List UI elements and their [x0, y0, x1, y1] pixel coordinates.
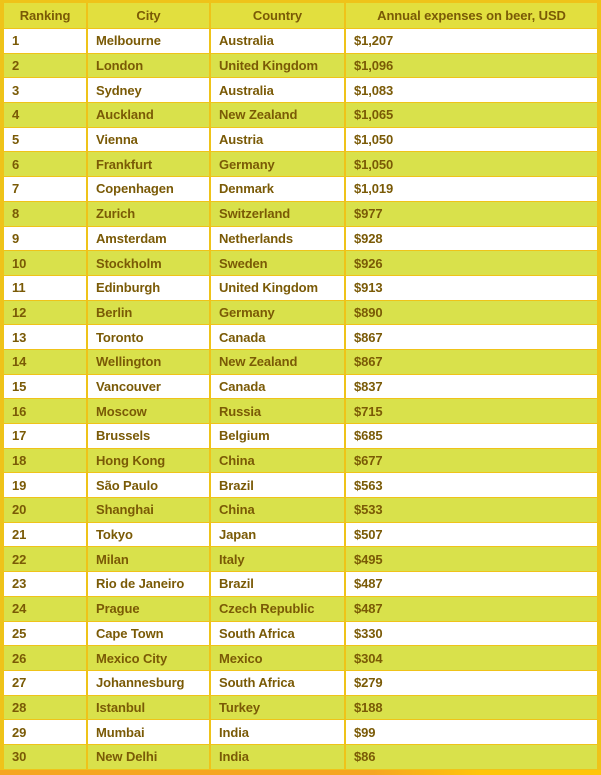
table-row — [3, 349, 598, 374]
cell-city: Zurich — [87, 201, 210, 226]
cell-city: Mexico City — [87, 646, 210, 671]
cell-city: Berlin — [87, 300, 210, 325]
cell-country: Japan — [210, 522, 345, 547]
cell-city: Cape Town — [87, 621, 210, 646]
cell-expenses: $279 — [345, 670, 598, 695]
cell-country: Brazil — [210, 572, 345, 597]
cell-city: Shanghai — [87, 498, 210, 523]
cell-city: New Delhi — [87, 744, 210, 769]
table-row — [3, 572, 598, 597]
cell-country: Mexico — [210, 646, 345, 671]
cell-expenses: $495 — [345, 547, 598, 572]
cell-country: Canada — [210, 325, 345, 350]
cell-ranking: 25 — [3, 621, 87, 646]
cell-ranking: 5 — [3, 127, 87, 152]
cell-country: South Africa — [210, 670, 345, 695]
cell-ranking: 26 — [3, 646, 87, 671]
cell-expenses: $685 — [345, 424, 598, 449]
cell-country: Turkey — [210, 695, 345, 720]
cell-expenses: $867 — [345, 349, 598, 374]
cell-ranking: 15 — [3, 374, 87, 399]
cell-expenses: $507 — [345, 522, 598, 547]
cell-city: Sydney — [87, 78, 210, 103]
cell-ranking: 28 — [3, 695, 87, 720]
cell-expenses: $86 — [345, 744, 598, 769]
cell-city: Milan — [87, 547, 210, 572]
column-header-country: Country — [210, 3, 345, 29]
cell-expenses: $533 — [345, 498, 598, 523]
column-header-expenses: Annual expenses on beer, USD — [345, 3, 598, 29]
cell-ranking: 27 — [3, 670, 87, 695]
table-row — [3, 201, 598, 226]
cell-country: Germany — [210, 152, 345, 177]
cell-country: Australia — [210, 29, 345, 54]
table-row — [3, 325, 598, 350]
cell-country: United Kingdom — [210, 53, 345, 78]
table-row — [3, 177, 598, 202]
cell-ranking: 21 — [3, 522, 87, 547]
cell-country: Russia — [210, 399, 345, 424]
table-row — [3, 251, 598, 276]
cell-country: Brazil — [210, 473, 345, 498]
cell-city: Johannesburg — [87, 670, 210, 695]
cell-city: Moscow — [87, 399, 210, 424]
cell-city: Copenhagen — [87, 177, 210, 202]
table-row — [3, 473, 598, 498]
cell-ranking: 6 — [3, 152, 87, 177]
cell-expenses: $928 — [345, 226, 598, 251]
cell-ranking: 16 — [3, 399, 87, 424]
cell-city: Toronto — [87, 325, 210, 350]
cell-ranking: 13 — [3, 325, 87, 350]
cell-country: India — [210, 744, 345, 769]
cell-expenses: $1,050 — [345, 152, 598, 177]
cell-expenses: $977 — [345, 201, 598, 226]
cell-ranking: 17 — [3, 424, 87, 449]
table-row — [3, 78, 598, 103]
cell-expenses: $677 — [345, 448, 598, 473]
cell-ranking: 3 — [3, 78, 87, 103]
table-row — [3, 522, 598, 547]
cell-country: China — [210, 448, 345, 473]
table-row — [3, 695, 598, 720]
cell-expenses: $304 — [345, 646, 598, 671]
table-row — [3, 744, 598, 769]
cell-country: Australia — [210, 78, 345, 103]
cell-country: Switzerland — [210, 201, 345, 226]
cell-country: Sweden — [210, 251, 345, 276]
column-header-ranking: Ranking — [3, 3, 87, 29]
cell-city: Stockholm — [87, 251, 210, 276]
cell-expenses: $715 — [345, 399, 598, 424]
cell-city: Amsterdam — [87, 226, 210, 251]
table-row — [3, 53, 598, 78]
cell-city: Frankfurt — [87, 152, 210, 177]
column-header-city: City — [87, 3, 210, 29]
table-frame — [2, 2, 599, 770]
cell-expenses: $837 — [345, 374, 598, 399]
cell-ranking: 18 — [3, 448, 87, 473]
cell-country: United Kingdom — [210, 275, 345, 300]
cell-city: London — [87, 53, 210, 78]
cell-country: New Zealand — [210, 349, 345, 374]
cell-country: Italy — [210, 547, 345, 572]
table-row — [3, 547, 598, 572]
cell-city: Istanbul — [87, 695, 210, 720]
cell-expenses: $487 — [345, 572, 598, 597]
cell-expenses: $99 — [345, 720, 598, 745]
cell-ranking: 4 — [3, 103, 87, 128]
cell-city: Melbourne — [87, 29, 210, 54]
table-row — [3, 374, 598, 399]
table-row — [3, 448, 598, 473]
cell-expenses: $1,207 — [345, 29, 598, 54]
beer-expenses-table — [2, 2, 599, 770]
cell-country: Czech Republic — [210, 596, 345, 621]
cell-country: Germany — [210, 300, 345, 325]
table-row — [3, 621, 598, 646]
cell-ranking: 22 — [3, 547, 87, 572]
cell-expenses: $1,050 — [345, 127, 598, 152]
cell-ranking: 7 — [3, 177, 87, 202]
cell-city: Vienna — [87, 127, 210, 152]
cell-ranking: 30 — [3, 744, 87, 769]
cell-ranking: 1 — [3, 29, 87, 54]
cell-country: New Zealand — [210, 103, 345, 128]
cell-expenses: $1,019 — [345, 177, 598, 202]
cell-ranking: 11 — [3, 275, 87, 300]
table-row — [3, 670, 598, 695]
table-row — [3, 424, 598, 449]
table-row — [3, 127, 598, 152]
cell-city: Prague — [87, 596, 210, 621]
table-row — [3, 275, 598, 300]
cell-city: Rio de Janeiro — [87, 572, 210, 597]
cell-country: Austria — [210, 127, 345, 152]
cell-country: Denmark — [210, 177, 345, 202]
cell-ranking: 2 — [3, 53, 87, 78]
cell-expenses: $487 — [345, 596, 598, 621]
cell-ranking: 29 — [3, 720, 87, 745]
cell-country: South Africa — [210, 621, 345, 646]
table-row — [3, 399, 598, 424]
cell-city: Brussels — [87, 424, 210, 449]
cell-expenses: $563 — [345, 473, 598, 498]
cell-expenses: $188 — [345, 695, 598, 720]
cell-city: Vancouver — [87, 374, 210, 399]
cell-city: Hong Kong — [87, 448, 210, 473]
table-row — [3, 646, 598, 671]
table-row — [3, 152, 598, 177]
cell-ranking: 8 — [3, 201, 87, 226]
cell-city: Mumbai — [87, 720, 210, 745]
cell-expenses: $1,083 — [345, 78, 598, 103]
cell-city: Wellington — [87, 349, 210, 374]
cell-country: India — [210, 720, 345, 745]
cell-city: Edinburgh — [87, 275, 210, 300]
cell-expenses: $1,096 — [345, 53, 598, 78]
cell-ranking: 9 — [3, 226, 87, 251]
cell-city: São Paulo — [87, 473, 210, 498]
cell-ranking: 19 — [3, 473, 87, 498]
cell-ranking: 12 — [3, 300, 87, 325]
cell-country: China — [210, 498, 345, 523]
table-row — [3, 226, 598, 251]
cell-expenses: $913 — [345, 275, 598, 300]
table-row — [3, 720, 598, 745]
cell-ranking: 20 — [3, 498, 87, 523]
cell-expenses: $330 — [345, 621, 598, 646]
bottom-accent-bar — [0, 770, 601, 775]
table-row — [3, 596, 598, 621]
cell-expenses: $1,065 — [345, 103, 598, 128]
cell-ranking: 24 — [3, 596, 87, 621]
cell-expenses: $867 — [345, 325, 598, 350]
cell-ranking: 10 — [3, 251, 87, 276]
table-row — [3, 103, 598, 128]
table-row — [3, 498, 598, 523]
cell-country: Belgium — [210, 424, 345, 449]
cell-expenses: $926 — [345, 251, 598, 276]
cell-country: Canada — [210, 374, 345, 399]
cell-country: Netherlands — [210, 226, 345, 251]
table-row — [3, 300, 598, 325]
table-body — [3, 29, 598, 770]
cell-expenses: $890 — [345, 300, 598, 325]
table-row — [3, 29, 598, 54]
cell-city: Tokyo — [87, 522, 210, 547]
cell-city: Auckland — [87, 103, 210, 128]
header-row — [3, 3, 598, 29]
cell-ranking: 23 — [3, 572, 87, 597]
cell-ranking: 14 — [3, 349, 87, 374]
